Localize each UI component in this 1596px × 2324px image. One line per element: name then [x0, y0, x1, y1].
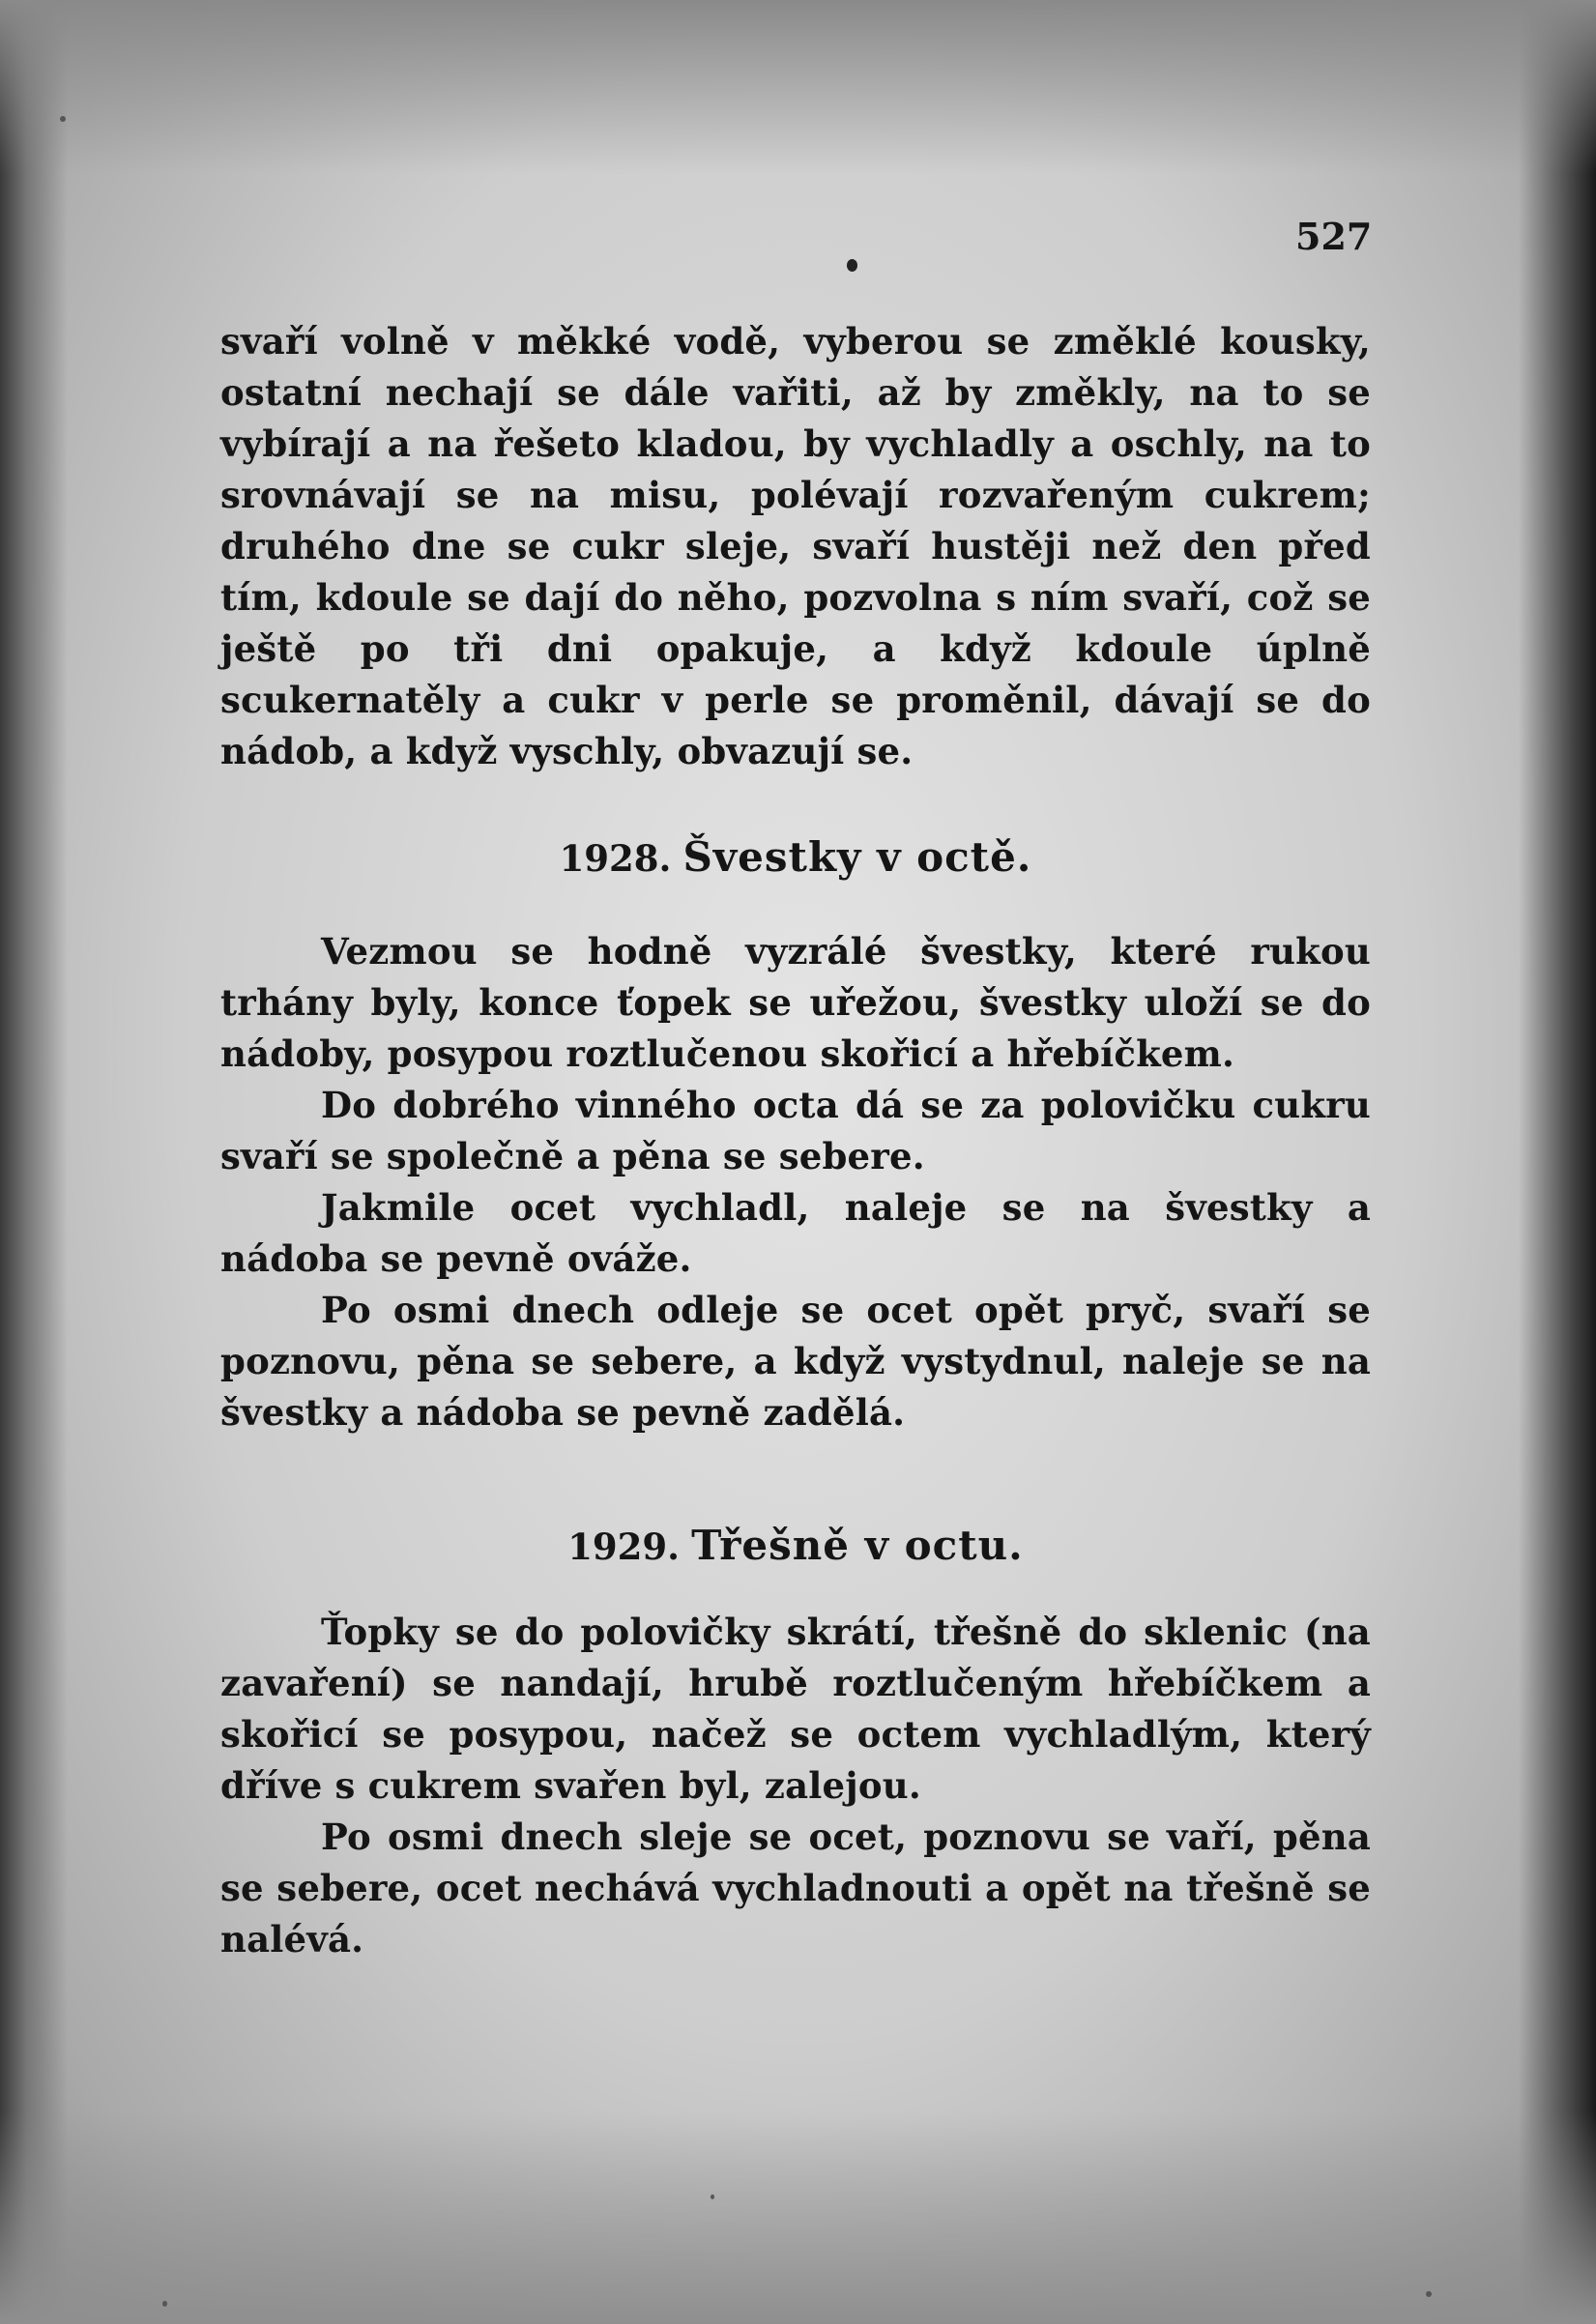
- recipe-1928-title: Švestky v octě.: [682, 833, 1032, 881]
- page-edge-left-shadow: [0, 0, 68, 2324]
- page-edge-right-shadow: [1519, 0, 1596, 2324]
- ink-speck: [1426, 2291, 1432, 2297]
- recipe-1928-paragraph: Vezmou se hodně vyzrálé švestky, které rukou trhány byly, konce ťopek se uřežou, švestky uloží se do nádoby, posypou roztlučenou skořicí a hřebíčkem.: [220, 930, 1371, 1075]
- recipe-1929-paragraph: Ťopky se do polovičky skrátí, třešně do sklenic (na zavaření) se nandají, hrubě roztlučeným hřebíčkem a skořicí se posypou, načež se octem vychladlým, který dříve s cukrem svařen byl, zalejou.: [220, 1611, 1371, 1807]
- page-number: 527: [1295, 215, 1373, 258]
- ink-speck: [162, 2301, 167, 2307]
- ink-speck: [711, 2194, 714, 2199]
- recipe-1929-body: [220, 1607, 1371, 1965]
- recipe-1929-number: 1929.: [567, 1525, 681, 1568]
- intro-paragraph: svaří volně v měkké vodě, vyberou se změklé kousky, ostatní nechají se dále vařiti, až by změkly, na to se vybírají a na řešeto kladou, by vychladly a oschly, na to srovnávají se na misu, polévají rozvařeným cukrem; druhého dne se cukr sleje, svaří hustěji než den před tím, kdoule se dají do něho, pozvolna s ním svaří, což se ještě po tři dni opakuje, a když kdoule úplně scukernatěly a cukr v perle se proměnil, dávají se do nádob, a když vyschly, obvazují se.: [220, 320, 1371, 772]
- recipe-1929-paragraph: Po osmi dnech sleje se ocet, poznovu se vaří, pěna se sebere, ocet nechává vychladnouti a opět na třešně se nalévá.: [220, 1816, 1371, 1961]
- recipe-1928-paragraph: Jakmile ocet vychladl, naleje se na švestky a nádoba se pevně ováže.: [220, 1186, 1371, 1280]
- page-edge-top-shadow: [0, 0, 1596, 174]
- printer-dot-mark: [847, 259, 857, 272]
- recipe-1929-heading: [220, 1522, 1371, 1569]
- recipe-1928-number: 1928.: [559, 837, 672, 880]
- intro-paragraph-block: [220, 316, 1371, 777]
- recipe-1928-body: [220, 926, 1371, 1438]
- ink-speck: [60, 116, 66, 122]
- recipe-1928-paragraph: Po osmi dnech odleje se ocet opět pryč, svaří se poznovu, pěna se sebere, a když vystydnul, naleje se na švestky a nádoba se pevně zadělá.: [220, 1289, 1371, 1434]
- recipe-1928-paragraph: Do dobrého vinného octa dá se za polovičku cukru svaří se společně a pěna se sebere.: [220, 1084, 1371, 1177]
- page-edge-bottom-shadow: [0, 2111, 1596, 2324]
- recipe-1929-title: Třešně v octu.: [691, 1522, 1024, 1569]
- recipe-1928-heading: [220, 833, 1371, 881]
